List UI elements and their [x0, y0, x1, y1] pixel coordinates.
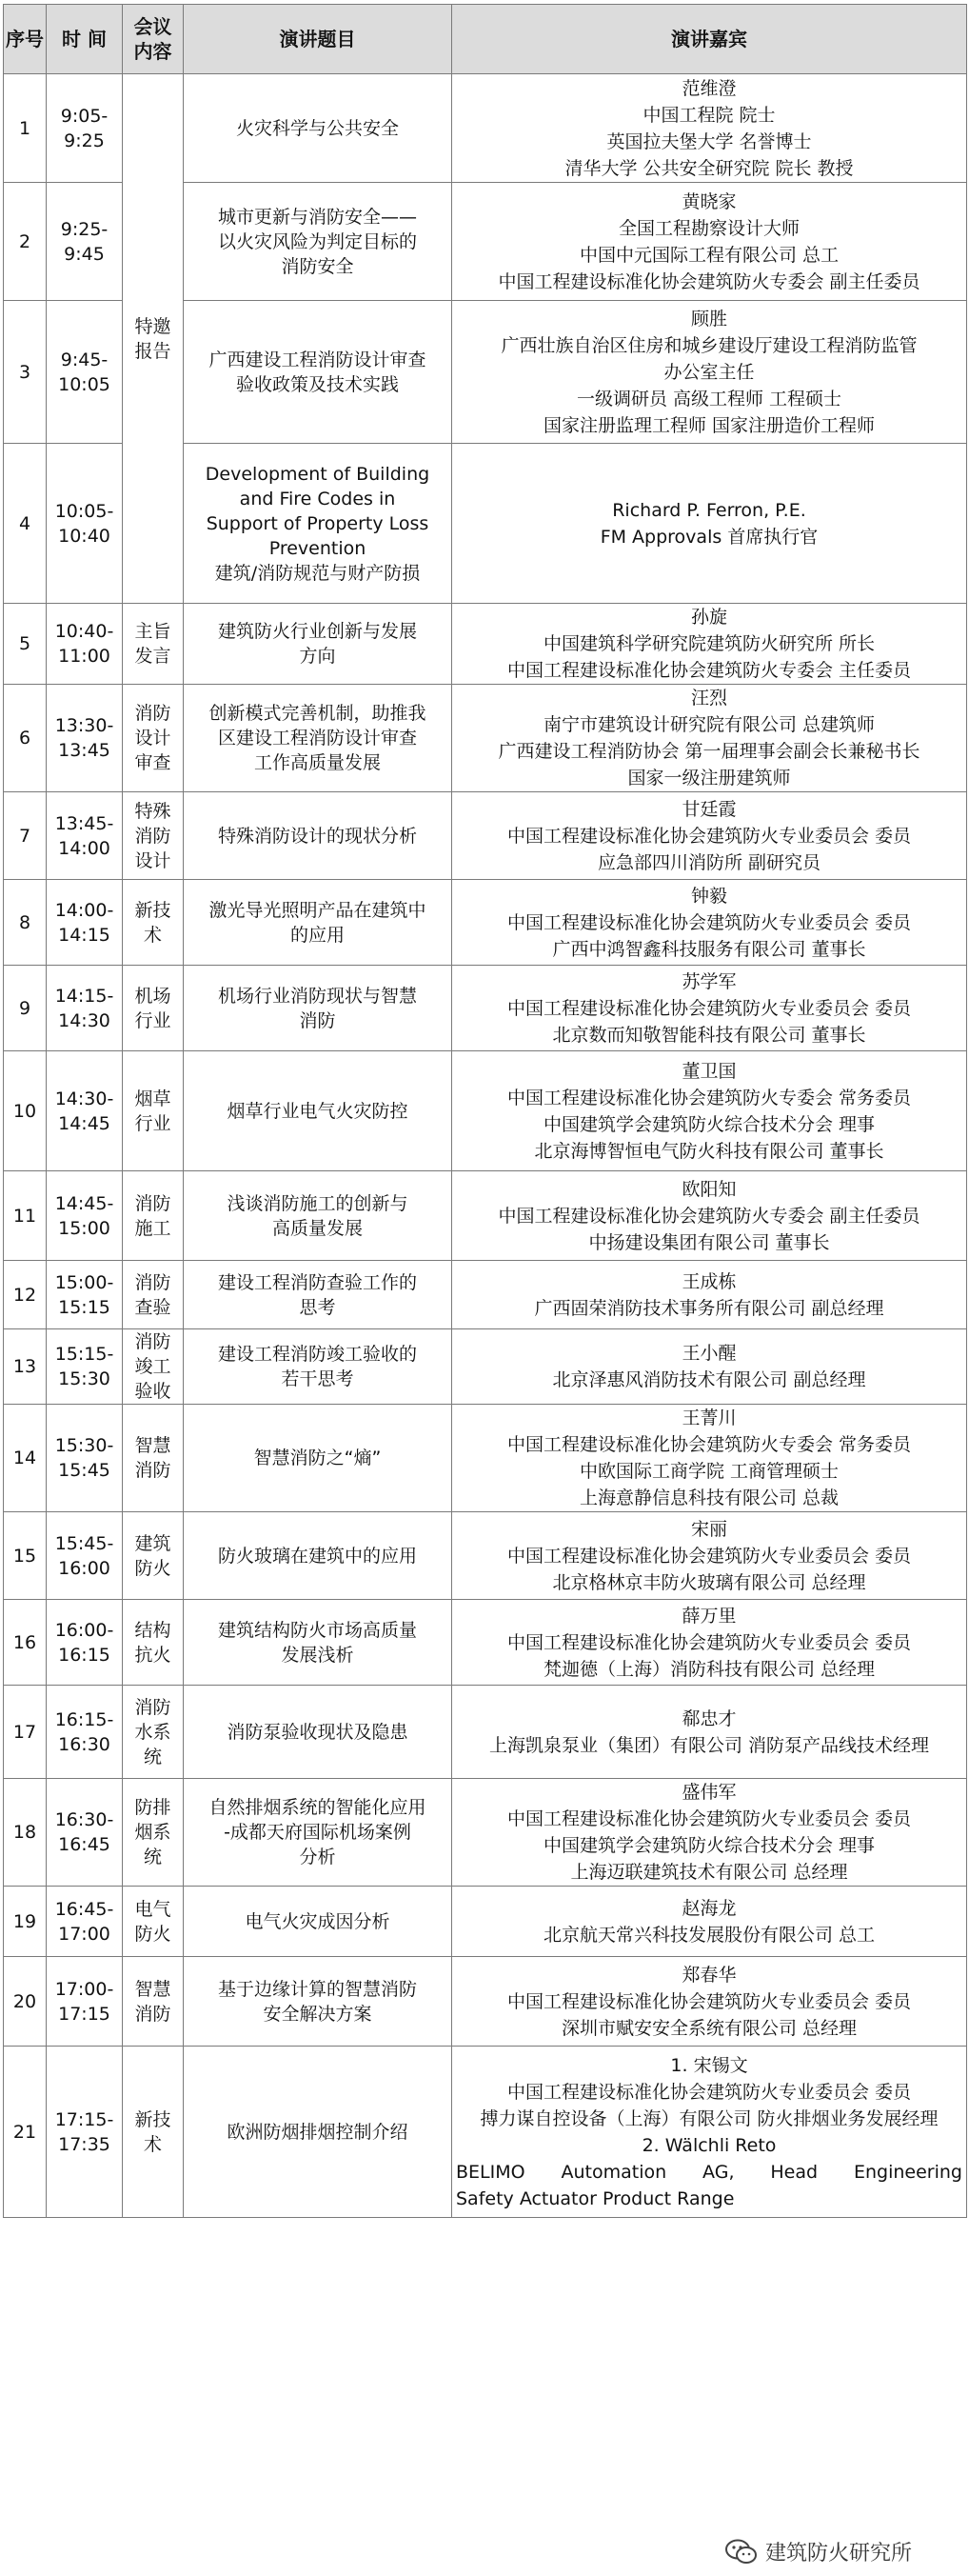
category-cell: 新技 术	[123, 2047, 184, 2218]
time-cell: 16:00- 16:15	[47, 1600, 123, 1686]
topic-cell: 广西建设工程消防设计审查 验收政策及技术实践	[184, 301, 452, 444]
category-cell: 消防 查验	[123, 1261, 184, 1329]
speaker-cell: 钟毅 中国工程建设标准化协会建筑防火专业委员会 委员 广西中鸿智鑫科技服务有限公司 董事长	[452, 880, 967, 966]
watermark-text: 建筑防火研究所	[765, 2542, 913, 2566]
row-number: 11	[4, 1171, 47, 1261]
speaker-cell: 王小醒 北京泽惠风消防技术有限公司 副总经理	[452, 1329, 967, 1405]
speaker-cell: 盛伟军 中国工程建设标准化协会建筑防火专业委员会 委员 中国建筑学会建筑防火综合技术分会 理事 上海迈联建筑技术有限公司 总经理	[452, 1779, 967, 1887]
topic-cell: 消防泵验收现状及隐患	[184, 1686, 452, 1779]
time-cell: 14:00- 14:15	[47, 880, 123, 966]
table-row	[4, 2047, 967, 2218]
topic-cell: 火灾科学与公共安全	[184, 74, 452, 183]
table-row	[4, 1405, 967, 1512]
speaker-cell: 黄晓家 全国工程勘察设计大师 中国中元国际工程有限公司 总工 中国工程建设标准化协会建筑防火专委会 副主任委员	[452, 183, 967, 301]
row-number: 5	[4, 604, 47, 685]
category-cell: 消防 设计 审查	[123, 685, 184, 792]
topic-cell: 建筑防火行业创新与发展 方向	[184, 604, 452, 685]
table-row	[4, 604, 967, 685]
category-cell: 消防 竣工 验收	[123, 1329, 184, 1405]
category-cell: 烟草 行业	[123, 1051, 184, 1171]
speaker-cell: 赵海龙 北京航天常兴科技发展股份有限公司 总工	[452, 1887, 967, 1957]
row-number: 19	[4, 1887, 47, 1957]
time-cell: 9:45- 10:05	[47, 301, 123, 444]
table-row	[4, 1329, 967, 1405]
time-cell: 13:45- 14:00	[47, 792, 123, 880]
time-cell: 15:45- 16:00	[47, 1512, 123, 1600]
table-row	[4, 1779, 967, 1887]
row-number: 1	[4, 74, 47, 183]
category-cell: 建筑 防火	[123, 1512, 184, 1600]
topic-cell: 建设工程消防竣工验收的 若干思考	[184, 1329, 452, 1405]
category-cell: 结构 抗火	[123, 1600, 184, 1686]
header-category: 会议 内容	[123, 5, 184, 74]
category-cell: 智慧 消防	[123, 1405, 184, 1512]
speaker-affiliation-latin: Safety Actuator Product Range	[456, 2187, 735, 2209]
speaker-cell: 宋丽 中国工程建设标准化协会建筑防火专业委员会 委员 北京格林京丰防火玻璃有限公司 总经理	[452, 1512, 967, 1600]
table-row	[4, 685, 967, 792]
speaker-cell: 王成栋 广西固荣消防技术事务所有限公司 副总经理	[452, 1261, 967, 1329]
speaker-cell: 薛万里 中国工程建设标准化协会建筑防火专业委员会 委员 梵迦德（上海）消防科技有限公司 总经理	[452, 1600, 967, 1686]
speaker-cell: 欧阳知 中国工程建设标准化协会建筑防火专委会 副主任委员 中扬建设集团有限公司 董事长	[452, 1171, 967, 1261]
category-cell: 主旨 发言	[123, 604, 184, 685]
time-cell: 15:30- 15:45	[47, 1405, 123, 1512]
row-number: 16	[4, 1600, 47, 1686]
row-number: 18	[4, 1779, 47, 1887]
row-number: 21	[4, 2047, 47, 2218]
topic-cell: 激光导光照明产品在建筑中 的应用	[184, 880, 452, 966]
table-row	[4, 1957, 967, 2047]
table-row	[4, 1171, 967, 1261]
time-cell: 15:15- 15:30	[47, 1329, 123, 1405]
table-row	[4, 792, 967, 880]
header-topic: 演讲题目	[184, 5, 452, 74]
row-number: 20	[4, 1957, 47, 2047]
speaker-cell: 顾胜 广西壮族自治区住房和城乡建设厅建设工程消防监管 办公室主任 一级调研员 高级工程师 工程硕士 国家注册监理工程师 国家注册造价工程师	[452, 301, 967, 444]
topic-cell: Development of Building and Fire Codes in Support of Property Loss Prevention 建筑/消防规范与财产防损	[184, 444, 452, 604]
row-number: 2	[4, 183, 47, 301]
topic-cell: 建设工程消防查验工作的 思考	[184, 1261, 452, 1329]
speaker-cell: 1. 宋锡文 中国工程建设标准化协会建筑防火专业委员会 委员 搏力谋自控设备（上海）有限公司 防火排烟业务发展经理 2. Wälchli Reto BELIMO Automation AG, Head Engineering Safety Actuator Product Range	[452, 2047, 967, 2218]
category-cell: 新技 术	[123, 880, 184, 966]
topic-cell: 机场行业消防现状与智慧 消防	[184, 966, 452, 1051]
table-row	[4, 1261, 967, 1329]
time-cell: 10:05- 10:40	[47, 444, 123, 604]
time-cell: 10:40- 11:00	[47, 604, 123, 685]
table-row	[4, 1686, 967, 1779]
row-number: 9	[4, 966, 47, 1051]
time-cell: 17:00- 17:15	[47, 1957, 123, 2047]
speaker-affiliation-latin: BELIMO Automation AG, Head Engineering	[456, 2161, 962, 2183]
topic-cell: 创新模式完善机制，助推我 区建设工程消防设计审查 工作高质量发展	[184, 685, 452, 792]
topic-cell: 城市更新与消防安全—— 以火灾风险为判定目标的 消防安全	[184, 183, 452, 301]
category-cell: 智慧 消防	[123, 1957, 184, 2047]
topic-cell: 智慧消防之“熵”	[184, 1405, 452, 1512]
row-number: 13	[4, 1329, 47, 1405]
header-row	[4, 5, 967, 74]
row-number: 7	[4, 792, 47, 880]
wechat-icon	[725, 2539, 758, 2566]
time-cell: 16:30- 16:45	[47, 1779, 123, 1887]
time-cell: 14:15- 14:30	[47, 966, 123, 1051]
speaker-cell: 郑春华 中国工程建设标准化协会建筑防火专业委员会 委员 深圳市赋安安全系统有限公司 总经理	[452, 1957, 967, 2047]
row-number: 10	[4, 1051, 47, 1171]
table-row	[4, 966, 967, 1051]
topic-cell: 烟草行业电气火灾防控	[184, 1051, 452, 1171]
speaker-cell: 范维澄 中国工程院 院士 英国拉夫堡大学 名誉博士 清华大学 公共安全研究院 院长 教授	[452, 74, 967, 183]
table-row	[4, 1887, 967, 1957]
row-number: 15	[4, 1512, 47, 1600]
time-cell: 15:00- 15:15	[47, 1261, 123, 1329]
category-cell: 机场 行业	[123, 966, 184, 1051]
speaker-cell: Richard P. Ferron, P.E. FM Approvals 首席执行官	[452, 444, 967, 604]
time-cell: 9:25- 9:45	[47, 183, 123, 301]
topic-cell: 基于边缘计算的智慧消防 安全解决方案	[184, 1957, 452, 2047]
speaker-cell: 汪烈 南宁市建筑设计研究院有限公司 总建筑师 广西建设工程消防协会 第一届理事会副会长兼秘书长 国家一级注册建筑师	[452, 685, 967, 792]
table-row	[4, 880, 967, 966]
category-cell: 消防 施工	[123, 1171, 184, 1261]
speaker-cell: 孙旋 中国建筑科学研究院建筑防火研究所 所长 中国工程建设标准化协会建筑防火专委会 主任委员	[452, 604, 967, 685]
speaker-cell: 苏学军 中国工程建设标准化协会建筑防火专业委员会 委员 北京数而知敬智能科技有限公司 董事长	[452, 966, 967, 1051]
topic-cell: 欧洲防烟排烟控制介绍	[184, 2047, 452, 2218]
row-number: 14	[4, 1405, 47, 1512]
speaker-cell: 甘廷霞 中国工程建设标准化协会建筑防火专业委员会 委员 应急部四川消防所 副研究员	[452, 792, 967, 880]
header-no: 序号	[4, 5, 47, 74]
category-cell: 防排 烟系 统	[123, 1779, 184, 1887]
time-cell: 13:30- 13:45	[47, 685, 123, 792]
row-number: 6	[4, 685, 47, 792]
header-time: 时 间	[47, 5, 123, 74]
time-cell: 14:30- 14:45	[47, 1051, 123, 1171]
speaker-cell: 董卫国 中国工程建设标准化协会建筑防火专委会 常务委员 中国建筑学会建筑防火综合技术分会 理事 北京海博智恒电气防火科技有限公司 董事长	[452, 1051, 967, 1171]
watermark	[725, 2537, 912, 2566]
category-cell: 消防 水系 统	[123, 1686, 184, 1779]
speaker-cell: 王菁川 中国工程建设标准化协会建筑防火专委会 常务委员 中欧国际工商学院 工商管理硕士 上海意静信息科技有限公司 总裁	[452, 1405, 967, 1512]
topic-cell: 建筑结构防火市场高质量 发展浅析	[184, 1600, 452, 1686]
topic-cell: 电气火灾成因分析	[184, 1887, 452, 1957]
schedule-table	[3, 4, 967, 2218]
speaker-cell: 郗忠才 上海凯泉泵业（集团）有限公司 消防泵产品线技术经理	[452, 1686, 967, 1779]
category-cell: 特殊 消防 设计	[123, 792, 184, 880]
time-cell: 16:15- 16:30	[47, 1686, 123, 1779]
header-speaker: 演讲嘉宾	[452, 5, 967, 74]
time-cell: 14:45- 15:00	[47, 1171, 123, 1261]
row-number: 8	[4, 880, 47, 966]
table-row	[4, 1051, 967, 1171]
category-cell-special-report: 特邀 报告	[123, 74, 184, 604]
row-number: 12	[4, 1261, 47, 1329]
row-number: 17	[4, 1686, 47, 1779]
category-cell: 电气 防火	[123, 1887, 184, 1957]
table-row	[4, 74, 967, 183]
row-number: 3	[4, 301, 47, 444]
row-number: 4	[4, 444, 47, 604]
topic-cell: 特殊消防设计的现状分析	[184, 792, 452, 880]
time-cell: 9:05- 9:25	[47, 74, 123, 183]
time-cell: 17:15- 17:35	[47, 2047, 123, 2218]
time-cell: 16:45- 17:00	[47, 1887, 123, 1957]
table-row	[4, 1512, 967, 1600]
table-row	[4, 1600, 967, 1686]
topic-cell: 防火玻璃在建筑中的应用	[184, 1512, 452, 1600]
topic-cell: 浅谈消防施工的创新与 高质量发展	[184, 1171, 452, 1261]
topic-cell: 自然排烟系统的智能化应用 -成都天府国际机场案例 分析	[184, 1779, 452, 1887]
